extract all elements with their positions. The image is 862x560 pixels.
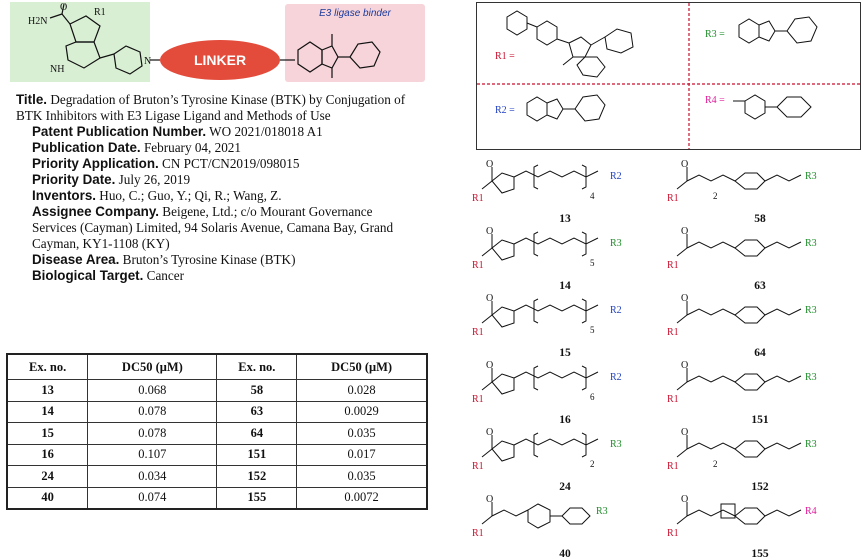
svg-text:2: 2 xyxy=(713,459,718,469)
ex-no-cell: 15 xyxy=(7,423,88,445)
svg-text:R3: R3 xyxy=(805,305,817,316)
compound-number: 63 xyxy=(754,280,766,292)
svg-text:R1: R1 xyxy=(472,528,484,539)
dc50-cell: 0.028 xyxy=(297,380,427,402)
svg-text:R1: R1 xyxy=(667,461,679,472)
title-label: Title. xyxy=(16,92,48,107)
patent-row xyxy=(16,124,418,140)
dc50-cell: 0.035 xyxy=(297,466,427,488)
compound-number: 155 xyxy=(751,548,769,560)
svg-text:R3: R3 xyxy=(805,171,817,182)
scheme-o-label: O xyxy=(60,2,68,13)
compound-structure xyxy=(665,155,855,225)
svg-text:O: O xyxy=(681,360,689,371)
header-dc50-2: DC50 (μM) xyxy=(297,354,427,380)
scheme-n-label: N xyxy=(144,56,152,67)
compound-number: 40 xyxy=(559,548,571,560)
compound-structure xyxy=(665,490,855,560)
svg-text:O: O xyxy=(486,226,494,237)
compound-structure xyxy=(470,356,660,426)
disease-label: Disease Area. xyxy=(32,252,120,267)
dc50-cell: 0.0072 xyxy=(297,487,427,509)
priority-app-label: Priority Application. xyxy=(32,156,159,171)
svg-text:O: O xyxy=(486,159,494,170)
svg-text:R3: R3 xyxy=(610,238,622,249)
pubdate-value: February 04, 2021 xyxy=(143,140,241,155)
compound-number: 24 xyxy=(559,481,571,493)
patent-value: WO 2021/018018 A1 xyxy=(209,124,323,139)
header-dc50-1: DC50 (μM) xyxy=(88,354,217,380)
pubdate-label: Publication Date. xyxy=(32,140,141,155)
svg-text:O: O xyxy=(486,360,494,371)
linker-label: LINKER xyxy=(193,52,247,68)
svg-text:O: O xyxy=(486,293,494,304)
compound-structure xyxy=(470,155,660,225)
scheme-nh-label: NH xyxy=(50,64,65,75)
svg-text:2: 2 xyxy=(713,191,718,201)
compound-number: 64 xyxy=(754,347,766,359)
ex-no-cell: 40 xyxy=(7,487,88,509)
table-row xyxy=(7,423,427,445)
assignee-value: Beigene, Ltd.; c/o Mourant Governance Services (Cayman) Limited, 94 Solaris Avenue, Camana Bay, Grand Cayman, KY1-1108 (KY) xyxy=(32,204,394,251)
compound-structure xyxy=(665,289,855,359)
r3-label: R3 = xyxy=(705,29,725,40)
compound-number: 14 xyxy=(559,280,571,292)
header-ex-no-1: Ex. no. xyxy=(7,354,88,380)
assignee-row xyxy=(16,204,418,252)
r-group-box xyxy=(476,2,861,150)
svg-text:R1: R1 xyxy=(667,528,679,539)
target-row xyxy=(16,268,418,284)
svg-text:O: O xyxy=(681,159,689,170)
svg-text:5: 5 xyxy=(590,258,595,268)
svg-text:5: 5 xyxy=(590,325,595,335)
svg-text:R2: R2 xyxy=(610,305,622,316)
patent-info xyxy=(16,92,418,284)
dc50-cell: 0.035 xyxy=(297,423,427,445)
ex-no-cell: 155 xyxy=(217,487,297,509)
disease-value: Bruton’s Tyrosine Kinase (BTK) xyxy=(122,252,296,267)
svg-text:R2: R2 xyxy=(610,372,622,383)
svg-text:O: O xyxy=(486,494,494,505)
dc50-cell: 0.034 xyxy=(88,466,217,488)
table-row xyxy=(7,401,427,423)
inventors-value: Huo, C.; Guo, Y.; Qi, R.; Wang, Z. xyxy=(99,188,282,203)
compound-number: 58 xyxy=(754,213,766,225)
priority-date-value: July 26, 2019 xyxy=(118,172,191,187)
dc50-cell: 0.017 xyxy=(297,444,427,466)
dc50-cell: 0.068 xyxy=(88,380,217,402)
svg-text:R1: R1 xyxy=(472,193,484,204)
svg-text:R4: R4 xyxy=(805,506,817,517)
e3-binder-label: E3 ligase binder xyxy=(319,8,391,19)
table-row xyxy=(7,444,427,466)
ex-no-cell: 13 xyxy=(7,380,88,402)
compound-number: 13 xyxy=(559,213,571,225)
ex-no-cell: 14 xyxy=(7,401,88,423)
svg-text:R3: R3 xyxy=(805,439,817,450)
svg-text:R1: R1 xyxy=(472,394,484,405)
patent-label: Patent Publication Number. xyxy=(32,124,207,139)
compound-structure xyxy=(470,289,660,359)
svg-text:R1: R1 xyxy=(472,461,484,472)
ex-no-cell: 151 xyxy=(217,444,297,466)
compound-structure xyxy=(470,222,660,292)
pubdate-row xyxy=(16,140,418,156)
compound-number: 16 xyxy=(559,414,571,426)
svg-text:6: 6 xyxy=(590,392,595,402)
priority-date-row xyxy=(16,172,418,188)
ex-no-cell: 63 xyxy=(217,401,297,423)
ex-no-cell: 64 xyxy=(217,423,297,445)
svg-text:R1: R1 xyxy=(667,394,679,405)
r-group-structures xyxy=(477,3,860,149)
title-row xyxy=(16,92,418,124)
r2-structure xyxy=(527,95,605,121)
r1-structure xyxy=(507,11,633,77)
compound-number: 152 xyxy=(751,481,769,493)
svg-text:O: O xyxy=(681,226,689,237)
compound-structure xyxy=(665,356,855,426)
svg-text:R1: R1 xyxy=(472,260,484,271)
ex-no-cell: 58 xyxy=(217,380,297,402)
svg-text:R3: R3 xyxy=(610,439,622,450)
r2-label: R2 = xyxy=(495,105,515,116)
target-label: Biological Target. xyxy=(32,268,144,283)
disease-row xyxy=(16,252,418,268)
svg-text:R1: R1 xyxy=(667,193,679,204)
dc50-cell: 0.078 xyxy=(88,423,217,445)
svg-text:O: O xyxy=(681,494,689,505)
svg-text:R1: R1 xyxy=(667,260,679,271)
ex-no-cell: 152 xyxy=(217,466,297,488)
scheme-amide-label: H2N xyxy=(28,16,48,27)
dc50-cell: 0.0029 xyxy=(297,401,427,423)
priority-date-label: Priority Date. xyxy=(32,172,116,187)
scheme-r1-label: R1 xyxy=(94,7,106,18)
compound-number: 15 xyxy=(559,347,571,359)
priority-app-value: CN PCT/CN2019/098015 xyxy=(162,156,300,171)
table-row xyxy=(7,487,427,509)
dc50-table xyxy=(6,353,428,510)
inventors-row xyxy=(16,188,418,204)
r1-label: R1 = xyxy=(495,51,515,62)
svg-text:O: O xyxy=(681,293,689,304)
linker-scheme xyxy=(10,2,425,84)
svg-text:R3: R3 xyxy=(805,238,817,249)
svg-text:R1: R1 xyxy=(667,327,679,338)
svg-text:R2: R2 xyxy=(610,171,622,182)
priority-app-row xyxy=(16,156,418,172)
compound-structure xyxy=(470,423,660,493)
assignee-label: Assignee Company. xyxy=(32,204,159,219)
title-value: Degradation of Bruton’s Tyrosine Kinase (BTK) by Conjugation of BTK Inhibitors with E3 Ligase Ligand and Methods of Use xyxy=(16,92,406,123)
compound-number: 151 xyxy=(751,414,769,426)
compound-structure xyxy=(470,490,660,560)
r4-structure xyxy=(733,95,811,119)
table-row xyxy=(7,380,427,402)
dc50-cell: 0.074 xyxy=(88,487,217,509)
compound-structure xyxy=(665,222,855,292)
compound-structure xyxy=(665,423,855,493)
svg-text:2: 2 xyxy=(590,459,595,469)
table-header-row xyxy=(7,354,427,380)
dc50-cell: 0.078 xyxy=(88,401,217,423)
r3-structure xyxy=(739,17,817,43)
ex-no-cell: 16 xyxy=(7,444,88,466)
svg-text:O: O xyxy=(486,427,494,438)
svg-text:R3: R3 xyxy=(596,506,608,517)
svg-text:O: O xyxy=(681,427,689,438)
header-ex-no-2: Ex. no. xyxy=(217,354,297,380)
target-value: Cancer xyxy=(146,268,184,283)
table-row xyxy=(7,466,427,488)
ex-no-cell: 24 xyxy=(7,466,88,488)
svg-text:R1: R1 xyxy=(472,327,484,338)
inventors-label: Inventors. xyxy=(32,188,96,203)
svg-text:R3: R3 xyxy=(805,372,817,383)
r4-label: R4 = xyxy=(705,95,725,106)
dc50-cell: 0.107 xyxy=(88,444,217,466)
svg-text:4: 4 xyxy=(590,191,595,201)
